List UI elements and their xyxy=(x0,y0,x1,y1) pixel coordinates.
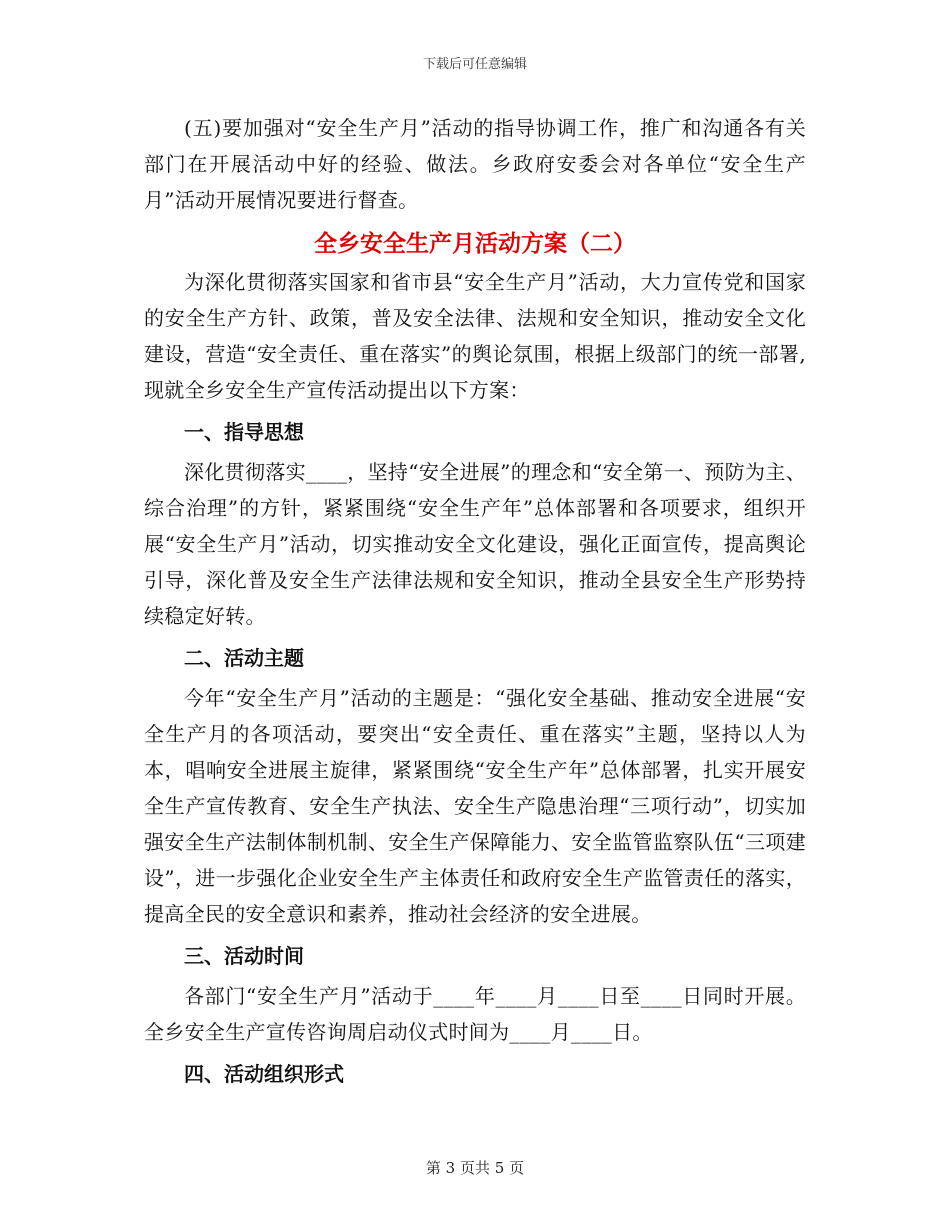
page-footer: 第 3 页共 5 页 xyxy=(425,1159,525,1177)
opening-paragraph: 为深化贯彻落实国家和省市县“安全生产月”活动，大力宣传党和国家的安全生产方针、政策，普及安全法律、法规和安全知识，推动安全文化建设，营造“安全责任、重在落实”的舆论氛围，根据上级部门的统一部署,现就全乡安全生产宣传活动提出以下方案： xyxy=(144,270,806,402)
section-heading-theme: 二、活动主题 xyxy=(184,646,304,670)
document-title: 全乡安全生产月活动方案（二） xyxy=(314,231,636,257)
section-body-theme: 今年“安全生产月”活动的主题是：“强化安全基础、推动安全进展“安全生产月的各项活动，要突出“安全责任、重在落实”主题，坚持以人为本，唱响安全进展主旋律，紧紧围绕“安全生产年”总体部署，扎实开展安全生产宣传教育、安全生产执法、安全生产隐患治理“三项行动”，切实加强安全生产法制体制机制、安全生产保障能力、安全监管监察队伍“三项建设”，进一步强化企业安全生产主体责任和政府安全生产监管责任的落实，提高全民的安全意识和素养，推动社会经济的安全进展。 xyxy=(144,686,806,926)
section-heading-guiding-thought: 一、指导思想 xyxy=(184,420,304,444)
section-body-guiding-thought: 深化贯彻落实____，坚持“安全进展”的理念和“安全第一、预防为主、综合治理”的方针，紧紧围绕“安全生产年”总体部署和各项要求，组织开展“安全生产月”活动，切实推动安全文化建设，强化正面宣传，提高舆论引导，深化普及安全生产法律法规和安全知识，推动全县安全生产形势持续稳定好转。 xyxy=(144,460,806,628)
section-body-time: 各部门“安全生产月”活动于____年____月____日至____日同时开展。全乡安全生产宣传咨询周启动仪式时间为____月____日。 xyxy=(144,984,806,1044)
document-body xyxy=(144,110,806,1096)
page-header: 下载后可任意编辑 xyxy=(422,57,527,72)
intro-paragraph: (五)要加强对“安全生产月”活动的指导协调工作，推广和沟通各有关部门在开展活动中好的经验、做法。乡政府安委会对各单位“安全生产月”活动开展情况要进行督查。 xyxy=(144,116,806,212)
section-heading-organization: 四、活动组织形式 xyxy=(184,1062,344,1086)
section-heading-time: 三、活动时间 xyxy=(184,944,304,968)
